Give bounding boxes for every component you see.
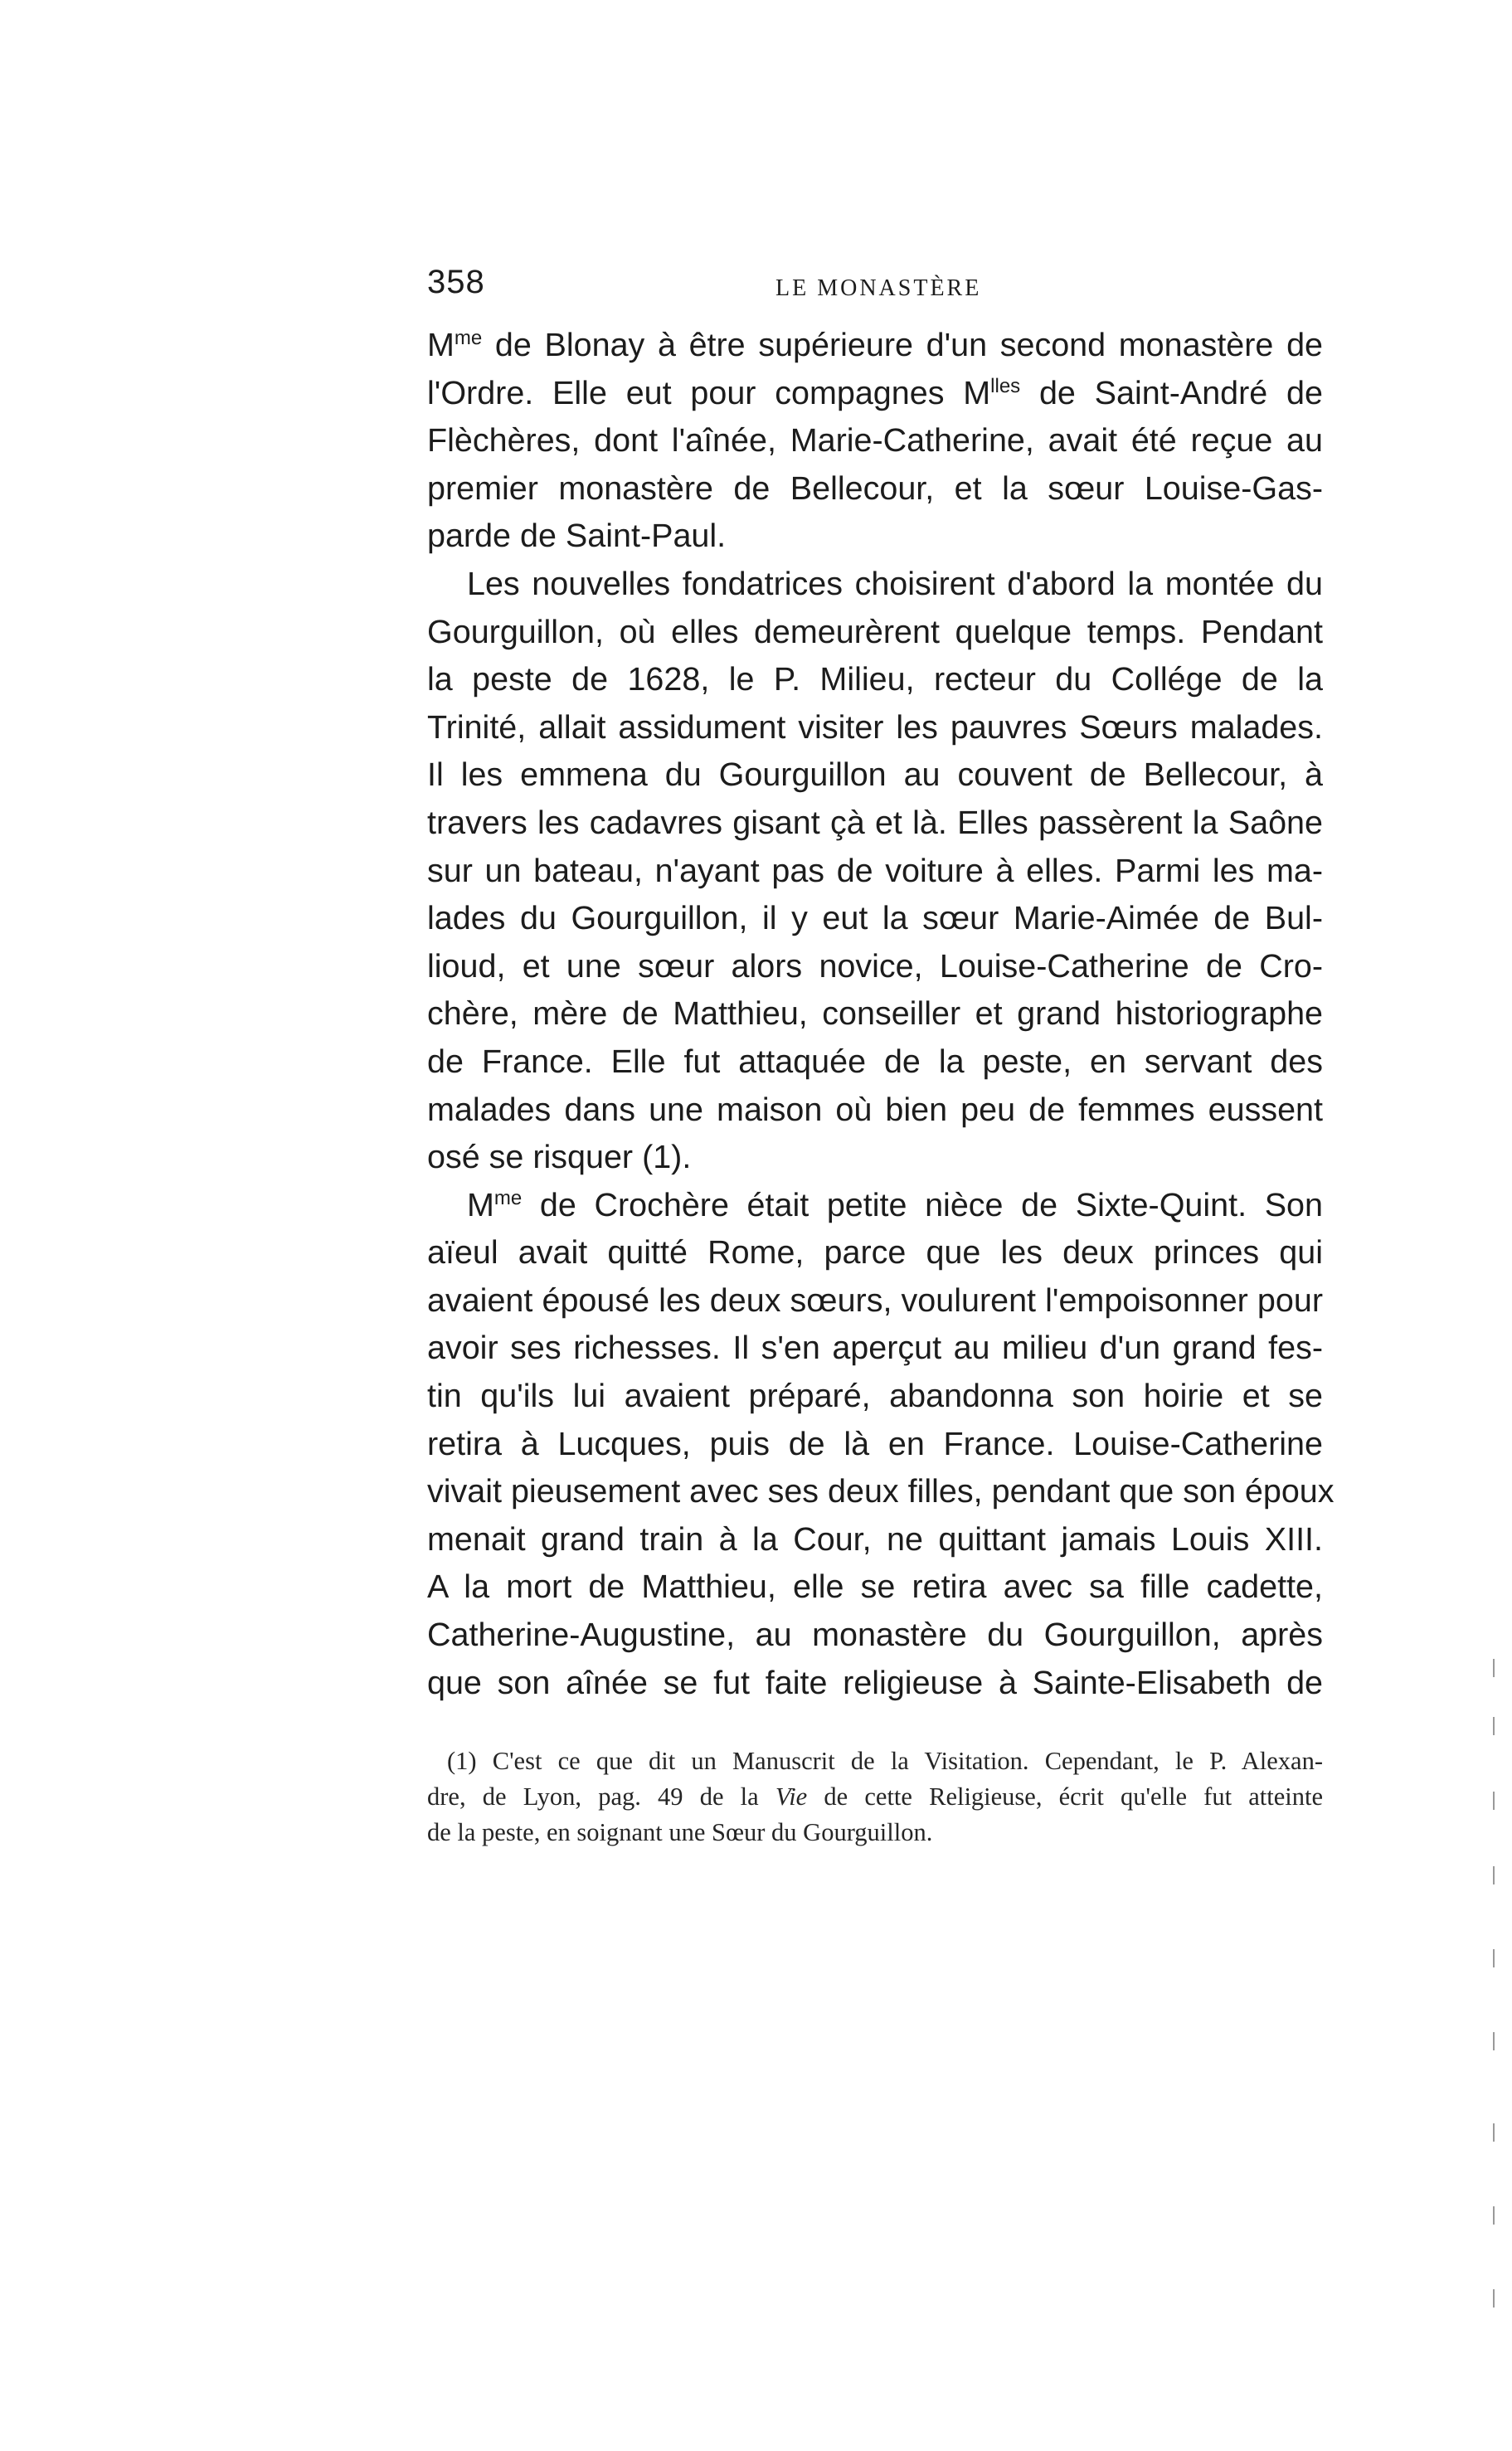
text-line: travers les cadavres gisant çà et là. Elles passèrent la Saône — [427, 804, 1323, 841]
superscript: me — [493, 1186, 523, 1209]
footnote-text: dre, de Lyon, pag. 49 de la — [427, 1782, 775, 1811]
footnote-italic-title: Vie — [775, 1782, 808, 1811]
text-line: A la mort de Matthieu, elle se retira avec sa fille cadette, — [427, 1568, 1323, 1606]
text-run: M — [467, 1186, 494, 1223]
text-line: vivait pieusement avec ses deux filles, pendant que son époux — [427, 1473, 1335, 1510]
text-run: de Crochère était petite nièce de Sixte-Quint. Son — [522, 1186, 1323, 1223]
body-text — [427, 322, 1335, 1707]
superscript: me — [454, 327, 483, 349]
text-line: la peste de 1628, le P. Milieu, recteur du Collége de la — [427, 661, 1323, 698]
text-line: Gourguillon, où elles demeurèrent quelque temps. Pendant — [427, 613, 1323, 650]
text-line: lades du Gourguillon, il y eut la sœur Marie-Aimée de Bul- — [427, 900, 1323, 937]
page-header — [427, 264, 1323, 314]
scan-mark — [1493, 1717, 1495, 1735]
footnote-line — [427, 1779, 1323, 1815]
superscript: lles — [990, 374, 1021, 397]
text-line: tin qu'ils lui avaient préparé, abandonna son hoirie et se — [427, 1378, 1323, 1415]
scan-mark — [1493, 2289, 1495, 2308]
text-line: chère, mère de Matthieu, conseiller et grand historiographe — [427, 995, 1323, 1033]
text-line: Il les emmena du Gourguillon au couvent de Bellecour, à — [427, 756, 1323, 794]
text-line: aïeul avait quitté Rome, parce que les deux princes qui — [427, 1234, 1323, 1272]
scan-mark — [1493, 1792, 1495, 1810]
text-run: M — [427, 327, 455, 363]
scan-mark — [1493, 1949, 1495, 1967]
text-line: Trinité, allait assidument visiter les pauvres Sœurs malades. — [427, 708, 1323, 746]
text-run: de Saint-André de — [1020, 374, 1323, 411]
scan-mark — [1493, 1659, 1495, 1677]
text-line: avoir ses richesses. Il s'en aperçut au milieu d'un grand fes- — [427, 1330, 1323, 1367]
footnote-line: (1) C'est ce que dit un Manuscrit de la Visitation. Cependant, le P. Alexan- — [447, 1747, 1323, 1775]
text-run: l'Ordre. Elle eut pour compagnes M — [427, 374, 991, 411]
text-line: Flèchères, dont l'aînée, Marie-Catherine, avait été reçue au — [427, 422, 1323, 460]
scan-mark — [1493, 2123, 1495, 2142]
text-line: avaient épousé les deux sœurs, voulurent l'empoisonner pour — [427, 1281, 1323, 1319]
footnote — [427, 1743, 1323, 1850]
text-line: Catherine-Augustine, au monastère du Gourguillon, après — [427, 1617, 1323, 1654]
text-line: osé se risquer (1). — [427, 1139, 692, 1176]
text-line — [427, 1182, 1323, 1230]
text-line: parde de Saint-Paul. — [427, 518, 727, 555]
scan-mark — [1493, 2032, 1495, 2050]
text-line: malades dans une maison où bien peu de femmes eussent — [427, 1091, 1323, 1128]
footnote-text: de cette Religieuse, écrit qu'elle fut atteinte — [807, 1782, 1323, 1811]
text-line — [427, 370, 1323, 418]
text-line: menait grand train à la Cour, ne quittant jamais Louis XIII. — [427, 1520, 1323, 1558]
text-line: Les nouvelles fondatrices choisirent d'abord la montée du — [467, 565, 1323, 602]
text-run: de Blonay à être supérieure d'un second monastère de — [482, 327, 1323, 363]
scan-mark — [1493, 2206, 1495, 2225]
running-title: LE MONASTÈRE — [775, 275, 982, 301]
margin-scan-marks — [1493, 1659, 1500, 2405]
text-line: que son aînée se fut faite religieuse à Sainte-Elisabeth de — [427, 1664, 1323, 1701]
text-line — [427, 322, 1323, 370]
text-line: de France. Elle fut attaquée de la peste, en servant des — [427, 1043, 1323, 1080]
page-number: 358 — [427, 264, 485, 300]
footnote-line: de la peste, en soignant une Sœur du Gourguillon. — [427, 1818, 933, 1846]
text-line: lioud, et une sœur alors novice, Louise-Catherine de Cro- — [427, 947, 1323, 985]
text-line: sur un bateau, n'ayant pas de voiture à elles. Parmi les ma- — [427, 852, 1323, 889]
text-line: premier monastère de Bellecour, et la sœur Louise-Gas- — [427, 469, 1323, 507]
scan-mark — [1493, 1866, 1495, 1884]
text-line: retira à Lucques, puis de là en France. Louise-Catherine — [427, 1425, 1323, 1462]
